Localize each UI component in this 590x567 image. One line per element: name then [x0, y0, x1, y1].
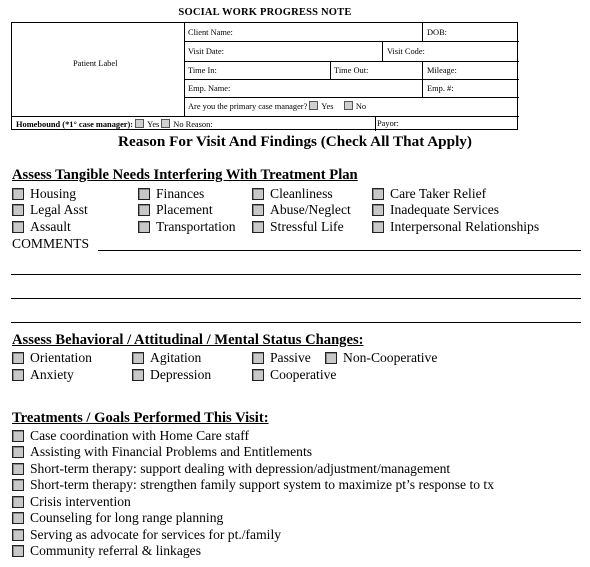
primary-cm-no-label: No	[355, 102, 367, 111]
checkbox-label: Serving as advocate for services for pt./family	[30, 527, 282, 542]
checkbox-icon[interactable]	[372, 221, 384, 233]
divider	[12, 116, 519, 117]
checkbox-label: Housing	[30, 186, 77, 201]
checkbox-icon[interactable]	[12, 369, 24, 381]
checkbox-case-coordination[interactable]	[12, 428, 249, 444]
checkbox-icon[interactable]	[372, 204, 384, 216]
checkbox-icon[interactable]	[12, 188, 24, 200]
divider	[330, 61, 331, 79]
checkbox-label: Non-Cooperative	[343, 350, 438, 365]
checkbox-label: Legal Asst	[30, 202, 88, 217]
checkbox-label: Short-term therapy: strengthen family support system to maximize pt’s response to tx	[30, 477, 494, 492]
checkbox-label: Crisis intervention	[30, 494, 131, 509]
checkbox-icon[interactable]	[12, 529, 24, 541]
checkbox-icon[interactable]	[138, 188, 150, 200]
homebound-label: Homebound (*1° case manager):	[16, 120, 134, 129]
homebound-row	[16, 119, 213, 129]
checkbox-icon[interactable]	[372, 188, 384, 200]
checkbox-short-term-therapy-family[interactable]	[12, 477, 494, 493]
checkbox-icon[interactable]	[138, 221, 150, 233]
checkbox-interpersonal-relationships[interactable]	[372, 219, 539, 235]
checkbox-counseling[interactable]	[12, 510, 223, 526]
checkbox-crisis-intervention[interactable]	[12, 494, 131, 510]
emp-number-field[interactable]: Emp. #:	[427, 84, 454, 93]
client-name-field[interactable]: Client Name:	[188, 28, 233, 37]
checkbox-label: Inadequate Services	[390, 202, 500, 217]
primary-case-manager-question: Are you the primary case manager?	[188, 102, 308, 111]
checkbox-icon[interactable]	[252, 352, 264, 364]
emp-name-field[interactable]: Emp. Name:	[188, 84, 231, 93]
checkbox-label: Assisting with Financial Problems and Entitlements	[30, 444, 313, 459]
checkbox-label: Cleanliness	[270, 186, 333, 201]
checkbox-label: Anxiety	[30, 367, 74, 382]
patient-label: Patient Label	[73, 59, 118, 68]
checkbox-abuse-neglect[interactable]	[252, 202, 351, 218]
comments-line[interactable]	[11, 274, 581, 275]
checkbox-inadequate-services[interactable]	[372, 202, 499, 218]
checkbox-icon[interactable]	[132, 352, 144, 364]
checkbox-icon[interactable]	[132, 369, 144, 381]
checkbox-icon[interactable]	[325, 352, 337, 364]
dob-field[interactable]: DOB:	[427, 28, 448, 37]
checkbox-advocate[interactable]	[12, 527, 281, 543]
checkbox-label: Depression	[150, 367, 212, 382]
divider	[375, 116, 376, 131]
checkbox-icon[interactable]	[252, 188, 264, 200]
behavioral-heading: Assess Behavioral / Attitudinal / Mental Status Changes:	[12, 332, 364, 348]
checkbox-stressful-life[interactable]	[252, 219, 344, 235]
checkbox-icon[interactable]	[12, 204, 24, 216]
checkbox-label: Assault	[30, 219, 71, 234]
header-form	[11, 22, 518, 130]
comments-label: COMMENTS	[12, 236, 90, 251]
primary-cm-yes-checkbox[interactable]	[309, 101, 318, 110]
checkbox-icon[interactable]	[252, 369, 264, 381]
divider	[184, 41, 519, 42]
homebound-no-reason-label[interactable]: No Reason:	[173, 120, 213, 129]
visit-date-field[interactable]: Visit Date:	[188, 47, 225, 56]
checkbox-label: Finances	[156, 186, 205, 201]
checkbox-label: Passive	[270, 350, 311, 365]
tangible-needs-heading: Assess Tangible Needs Interfering With Treatment Plan	[12, 167, 358, 183]
visit-code-field[interactable]: Visit Code:	[387, 47, 425, 56]
checkbox-icon[interactable]	[252, 221, 264, 233]
homebound-yes-checkbox[interactable]	[135, 119, 144, 128]
mileage-field[interactable]: Mileage:	[427, 66, 457, 75]
divider	[184, 79, 519, 80]
homebound-no-checkbox[interactable]	[161, 119, 170, 128]
time-in-field[interactable]: Time In:	[188, 66, 217, 75]
divider	[422, 23, 423, 41]
divider	[382, 41, 383, 61]
checkbox-icon[interactable]	[12, 479, 24, 491]
checkbox-community-referral[interactable]	[12, 543, 201, 559]
checkbox-transportation[interactable]	[138, 219, 236, 235]
checkbox-icon[interactable]	[12, 352, 24, 364]
comments-line[interactable]	[11, 322, 581, 323]
checkbox-icon[interactable]	[12, 221, 24, 233]
checkbox-icon[interactable]	[12, 496, 24, 508]
checkbox-label: Cooperative	[270, 367, 337, 382]
checkbox-icon[interactable]	[12, 430, 24, 442]
checkbox-anxiety[interactable]	[12, 367, 74, 383]
homebound-yes-label: Yes	[147, 120, 160, 129]
checkbox-label: Case coordination with Home Care staff	[30, 428, 250, 443]
checkbox-label: Interpersonal Relationships	[390, 219, 540, 234]
time-out-field[interactable]: Time Out:	[334, 66, 369, 75]
document-title: SOCIAL WORK PROGRESS NOTE	[178, 7, 352, 18]
checkbox-label: Counseling for long range planning	[30, 510, 224, 525]
divider	[422, 61, 423, 97]
checkbox-passive[interactable]	[252, 350, 311, 366]
checkbox-legal-asst[interactable]	[12, 202, 88, 218]
checkbox-label: Care Taker Relief	[390, 186, 487, 201]
reason-title: Reason For Visit And Findings (Check All That Apply)	[118, 133, 472, 150]
primary-cm-no-checkbox[interactable]	[344, 101, 353, 110]
checkbox-icon[interactable]	[252, 204, 264, 216]
divider	[184, 61, 519, 62]
checkbox-short-term-therapy-support[interactable]	[12, 461, 450, 477]
checkbox-icon[interactable]	[12, 545, 24, 557]
checkbox-icon[interactable]	[12, 512, 24, 524]
checkbox-label: Orientation	[30, 350, 92, 365]
checkbox-finances[interactable]	[138, 186, 204, 202]
checkbox-label: Short-term therapy: support dealing with depression/adjustment/management	[30, 461, 451, 476]
divider	[184, 97, 519, 98]
payor-field[interactable]: Payor:	[377, 119, 399, 128]
checkbox-label: Transportation	[156, 219, 236, 234]
checkbox-agitation[interactable]	[132, 350, 201, 366]
checkbox-cooperative[interactable]	[252, 367, 336, 383]
checkbox-housing[interactable]	[12, 186, 76, 202]
primary-cm-yes-label: Yes	[321, 102, 334, 111]
checkbox-cleanliness[interactable]	[252, 186, 333, 202]
checkbox-icon[interactable]	[138, 204, 150, 216]
checkbox-label: Stressful Life	[270, 219, 344, 234]
checkbox-assault[interactable]	[12, 219, 71, 235]
checkbox-non-cooperative[interactable]	[325, 350, 437, 366]
checkbox-label: Community referral & linkages	[30, 543, 202, 558]
primary-case-manager-row	[188, 101, 366, 111]
checkbox-depression[interactable]	[132, 367, 211, 383]
divider	[184, 23, 185, 116]
comments-line[interactable]	[11, 298, 581, 299]
checkbox-care-taker-relief[interactable]	[372, 186, 486, 202]
checkbox-placement[interactable]	[138, 202, 213, 218]
checkbox-label: Abuse/Neglect	[270, 202, 351, 217]
checkbox-financial-problems[interactable]	[12, 444, 312, 460]
checkbox-label: Placement	[156, 202, 213, 217]
checkbox-icon[interactable]	[12, 446, 24, 458]
checkbox-icon[interactable]	[12, 463, 24, 475]
treatments-heading: Treatments / Goals Performed This Visit:	[12, 410, 269, 426]
comments-line[interactable]	[98, 250, 581, 251]
checkbox-label: Agitation	[150, 350, 202, 365]
checkbox-orientation[interactable]	[12, 350, 92, 366]
